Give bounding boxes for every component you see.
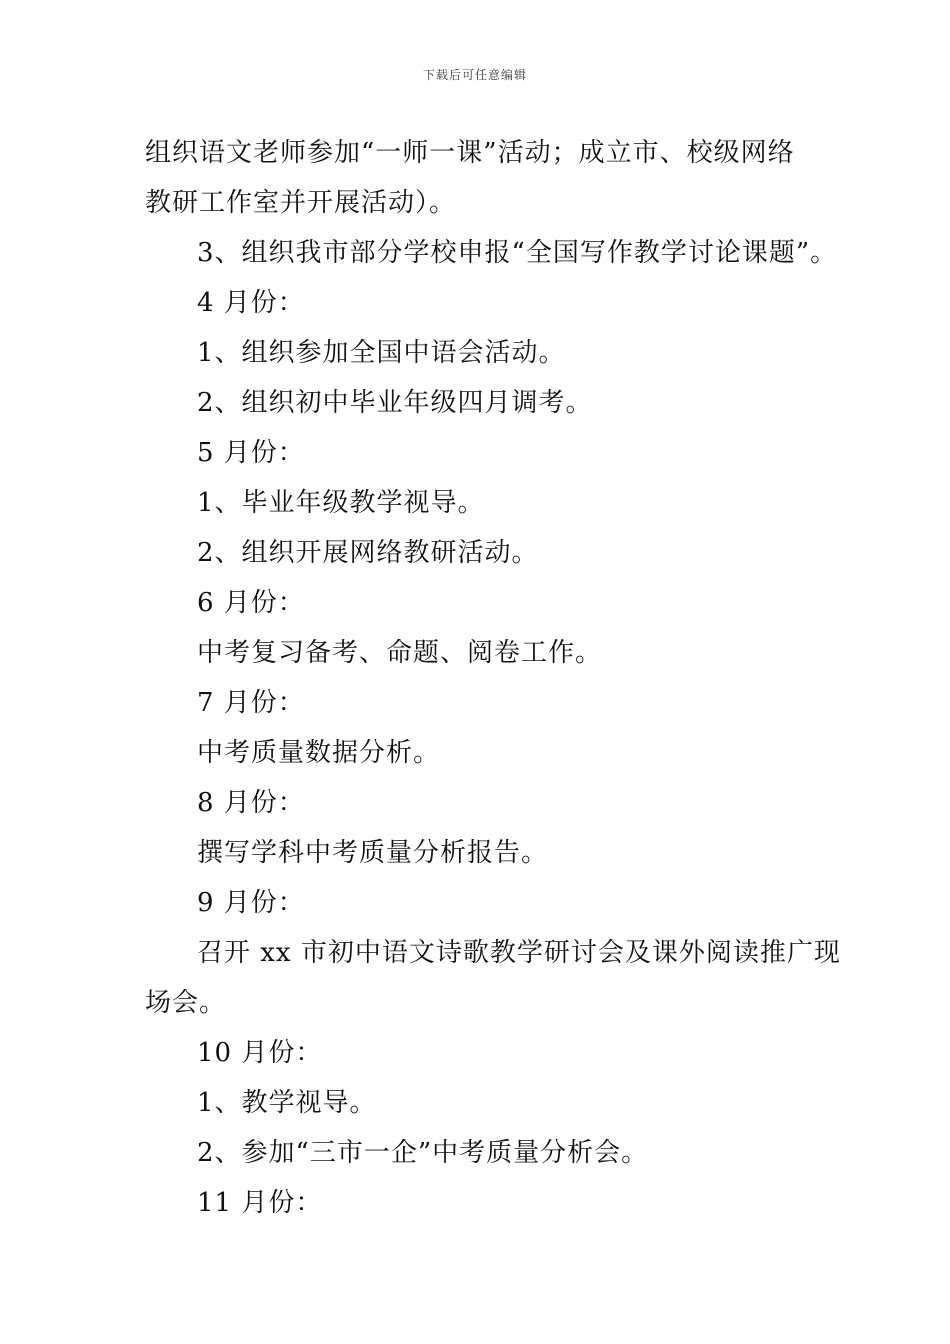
page-header: 下载后可任意编辑 (422, 68, 527, 82)
text-line: 2、参加“三市一企”中考质量分析会。 (197, 1138, 649, 1168)
text-line: 1、组织参加全国中语会活动。 (197, 338, 566, 368)
text-line: 2、组织开展网络教研活动。 (197, 538, 539, 568)
month-heading: 8 月份： (197, 788, 305, 818)
text-line: 召开 xx 市初中语文诗歌教学研讨会及课外阅读推广现 (197, 938, 841, 968)
text-line: 2、组织初中毕业年级四月调考。 (197, 388, 593, 418)
text-line: 教研工作室并开展活动）。 (145, 188, 457, 218)
month-heading: 10 月份： (197, 1038, 323, 1068)
text-line: 3、组织我市部分学校申报“全国写作教学讨论课题”。 (197, 238, 838, 268)
month-heading: 5 月份： (197, 438, 305, 468)
month-heading: 11 月份： (197, 1188, 323, 1218)
text-line: 场会。 (145, 988, 227, 1018)
text-line: 中考复习备考、命题、阅卷工作。 (197, 638, 603, 668)
text-line: 组织语文老师参加“一师一课”活动；成立市、校级网络 (145, 138, 795, 168)
text-line: 1、教学视导。 (197, 1088, 377, 1118)
text-line: 1、毕业年级教学视导。 (197, 488, 485, 518)
text-line: 撰写学科中考质量分析报告。 (197, 838, 549, 868)
text-line: 中考质量数据分析。 (197, 738, 441, 768)
document-body (145, 128, 841, 1228)
month-heading: 4 月份： (197, 288, 305, 318)
month-heading: 6 月份： (197, 588, 305, 618)
month-heading: 7 月份： (197, 688, 305, 718)
month-heading: 9 月份： (197, 888, 305, 918)
